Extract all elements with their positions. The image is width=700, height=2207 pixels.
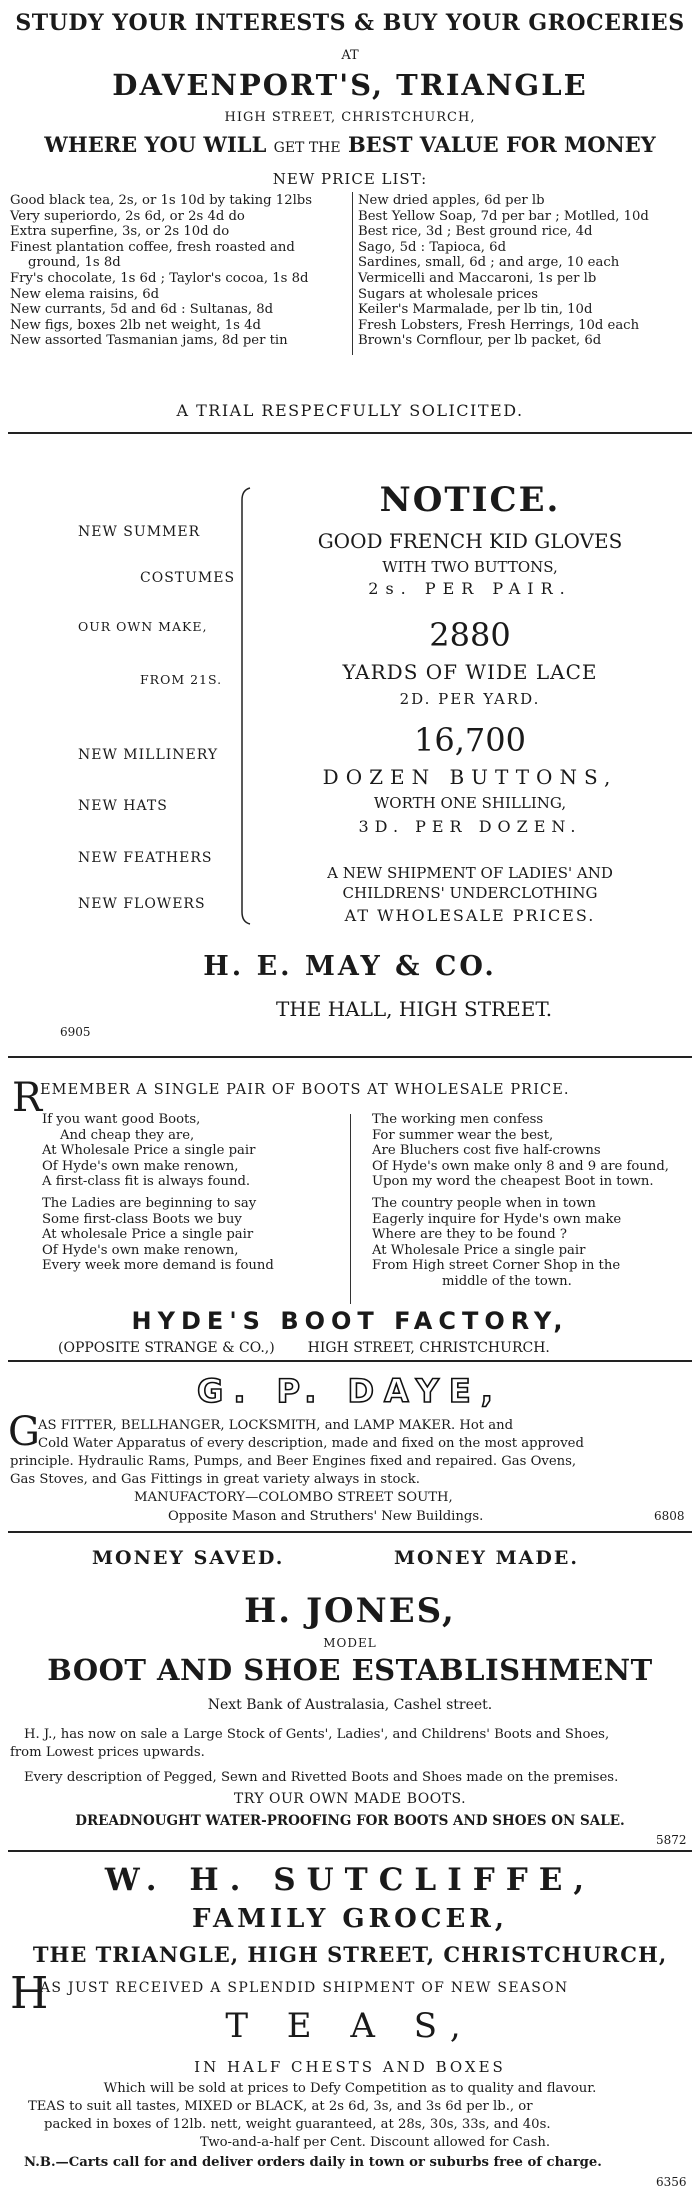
sutcliffe-p4: Two-and-a-half per Cent. Discount allowed for Cash.: [200, 2135, 551, 2150]
sutcliffe-p2: TEAS to suit all tastes, MIXED or BLACK, at 2s 6d, 3s, and 3s 6d per lb., or: [28, 2099, 533, 2114]
hyde-name: HYDE'S BOOT FACTORY,: [131, 1307, 569, 1335]
davenport-footer: A TRIAL RESPECFULLY SOLICITED.: [176, 401, 524, 420]
may-left-item: NEW MILLINERY: [78, 747, 219, 763]
sutcliffe-address: THE TRIANGLE, HIGH STREET, CHRISTCHURCH,: [32, 1942, 668, 1967]
verse-line: Every week more demand is found: [42, 1258, 274, 1274]
price-item: New figs, boxes 2lb net weight, 1s 4d: [10, 317, 261, 333]
price-item: Good black tea, 2s, or 1s 10d by taking 12lbs: [10, 193, 313, 208]
hyde-dropcap: R: [12, 1075, 43, 1121]
may-address: THE HALL, HIGH STREET.: [276, 997, 553, 1021]
price-item: Sardines, small, 6d ; and arge, 10 each: [358, 255, 620, 271]
jones-code: 5872: [656, 1833, 687, 1847]
divider: [8, 1531, 692, 1533]
verse-line: At Wholesale Price a single pair: [42, 1143, 256, 1159]
daye-line-3: principle. Hydraulic Rams, Pumps, and Beer Engines fixed and repaired. Gas Ovens,: [10, 1454, 577, 1469]
verse-line: At wholesale Price a single pair: [42, 1227, 254, 1243]
verse-line: middle of the town.: [442, 1273, 572, 1289]
lace-price: 2D. PER YARD.: [399, 690, 541, 708]
shipment-line-3: AT WHOLESALE PRICES.: [344, 906, 596, 925]
divider: [8, 1850, 692, 1852]
davenport-name: DAVENPORT'S, TRIANGLE: [112, 68, 588, 102]
may-left-item: COSTUMES: [140, 570, 236, 586]
sutcliffe-p1: Which will be sold at prices to Defy Competition as to quality and flavour.: [103, 2081, 597, 2096]
verse-line: If you want good Boots,: [42, 1112, 201, 1127]
sutcliffe-p3: packed in boxes of 12lb. nett, weight guaranteed, at 28s, 30s, 33s, and 40s.: [44, 2117, 551, 2132]
notice-title: NOTICE.: [379, 480, 561, 520]
price-item: Fry's chocolate, 1s 6d ; Taylor's cocoa, 1s 8d: [10, 270, 309, 286]
davenport-address: HIGH STREET, CHRISTCHURCH,: [224, 110, 476, 125]
price-item: Very superiordo, 2s 6d, or 2s 4d do: [10, 208, 245, 224]
gloves-line: GOOD FRENCH KID GLOVES: [317, 529, 623, 553]
hyde-verse-right: [372, 1112, 694, 1290]
jones-stock-2: from Lowest prices upwards.: [10, 1745, 205, 1760]
jones-establishment: BOOT AND SHOE ESTABLISHMENT: [47, 1653, 653, 1687]
may-ad: [0, 436, 700, 1056]
price-item: ground, 1s 8d: [28, 255, 121, 271]
verse-line: The working men confess: [372, 1112, 544, 1127]
davenport-headline: STUDY YOUR INTERESTS & BUY YOUR GROCERIES: [15, 10, 685, 36]
verse-line: A first-class fit is always found.: [42, 1174, 251, 1190]
hyde-address-a: (OPPOSITE STRANGE & CO.,): [58, 1340, 275, 1356]
daye-line-1: AS FITTER, BELLHANGER, LOCKSMITH, and LAMP MAKER. Hot and: [38, 1418, 514, 1433]
price-list-divider: [352, 192, 353, 355]
verse-line: Upon my word the cheapest Boot in town.: [372, 1174, 654, 1190]
gloves-price: 2s. PER PAIR.: [368, 579, 572, 598]
verse-line: Of Hyde's own make only 8 and 9 are found,: [372, 1158, 669, 1174]
may-left-item: FROM 21S.: [140, 672, 223, 687]
verse-line: Some first-class Boots we buy: [42, 1211, 242, 1227]
sutcliffe-nb: N.B.—Carts call for and deliver orders daily in town or suburbs free of charge.: [24, 2155, 602, 2170]
buttons-quantity: 16,700: [414, 721, 526, 759]
verse-line: The Ladies are beginning to say: [42, 1195, 257, 1211]
daye-code: 6808: [654, 1509, 685, 1523]
price-list-title: NEW PRICE LIST:: [272, 170, 428, 188]
price-list-left: [10, 193, 348, 349]
price-item: New dried apples, 6d per lb: [358, 193, 545, 208]
verse-line: Of Hyde's own make renown,: [42, 1158, 239, 1174]
may-left-item: NEW HATS: [78, 798, 168, 814]
jones-try: TRY OUR OWN MADE BOOTS.: [233, 1791, 467, 1807]
hyde-headline: EMEMBER A SINGLE PAIR OF BOOTS AT WHOLESALE PRICE.: [40, 1082, 570, 1098]
price-item: Sugars at wholesale prices: [358, 286, 538, 302]
price-item: Fresh Lobsters, Fresh Herrings, 10d each: [358, 317, 640, 333]
sutcliffe-received: AS JUST RECEIVED A SPLENDID SHIPMENT OF NEW SEASON: [40, 1980, 569, 1996]
verse-line: Where are they to be found ?: [372, 1227, 567, 1243]
sutcliffe-family: FAMILY GROCER,: [192, 1904, 508, 1934]
shipment-line-2: CHILDRENS' UNDERCLOTHING: [342, 884, 598, 902]
daye-line-5: MANUFACTORY—COLOMBO STREET SOUTH,: [134, 1490, 453, 1505]
sutcliffe-code: 6356: [656, 2175, 687, 2189]
davenport-value-line: [0, 132, 700, 157]
jones-model: MODEL: [323, 1636, 377, 1650]
price-item: Vermicelli and Maccaroni, 1s per lb: [358, 270, 597, 286]
jones-name: H. JONES,: [244, 1591, 456, 1631]
verse-line: For summer wear the best,: [372, 1127, 554, 1143]
may-code: 6905: [60, 1025, 91, 1039]
daye-ad: [0, 1364, 700, 1550]
money-saved: MONEY SAVED.: [92, 1547, 285, 1569]
price-item: Best rice, 3d ; Best ground rice, 4d: [358, 224, 593, 240]
jones-stock-1: H. J., has now on sale a Large Stock of Gents', Ladies', and Childrens' Boots and Shoes,: [24, 1727, 610, 1742]
verse-line: From High street Corner Shop in the: [372, 1258, 621, 1274]
may-left-item: NEW FEATHERS: [78, 850, 213, 866]
verse-line: Eagerly inquire for Hyde's own make: [372, 1211, 622, 1227]
hyde-address: [58, 1340, 550, 1356]
gloves-buttons: WITH TWO BUTTONS,: [382, 558, 558, 576]
verse-line: Are Bluchers cost five half-crowns: [372, 1143, 601, 1159]
value-part-b: GET THE: [273, 140, 341, 156]
value-part-a: WHERE YOU WILL: [44, 132, 267, 157]
price-item: Best Yellow Soap, 7d per bar ; Motlled, 10d: [358, 208, 649, 224]
hyde-address-b: HIGH STREET, CHRISTCHURCH.: [307, 1340, 550, 1356]
shipment-line-1: A NEW SHIPMENT OF LADIES' AND: [327, 864, 613, 882]
hyde-verse-left: [42, 1112, 342, 1274]
daye-name: G. P. DAYE,: [197, 1372, 503, 1410]
sutcliffe-name: W. H. SUTCLIFFE,: [104, 1862, 596, 1898]
buttons-line: DOZEN BUTTONS,: [322, 765, 618, 789]
verse-line: Of Hyde's own make renown,: [42, 1242, 239, 1258]
sutcliffe-dropcap: H: [10, 1968, 49, 2019]
jones-dreadnought: DREADNOUGHT WATER-PROOFING FOR BOOTS AND SHOES ON SALE.: [75, 1813, 625, 1829]
price-item: Extra superfine, 3s, or 2s 10d do: [10, 224, 230, 240]
price-item: Finest plantation coffee, fresh roasted and: [10, 239, 295, 255]
davenport-ad: [0, 0, 700, 425]
verse-line: The country people when in town: [372, 1195, 596, 1211]
sutcliffe-chests: IN HALF CHESTS AND BOXES: [194, 2058, 506, 2076]
sutcliffe-teas: T E A S,: [225, 2006, 475, 2046]
price-item: Keiler's Marmalade, per lb tin, 10d: [358, 302, 593, 318]
hyde-divider: [350, 1114, 351, 1304]
divider: [8, 432, 692, 434]
buttons-worth: WORTH ONE SHILLING,: [373, 794, 567, 812]
may-left-item: OUR OWN MAKE,: [78, 619, 208, 634]
jones-ad: [0, 1535, 700, 1847]
may-left-item: NEW SUMMER: [78, 524, 201, 540]
daye-line-2: Cold Water Apparatus of every description, made and fixed on the most approved: [38, 1436, 584, 1451]
daye-line-4: Gas Stoves, and Gas Fittings in great variety always in stock.: [10, 1472, 420, 1487]
price-list-right: [358, 193, 693, 349]
sutcliffe-ad: [0, 1854, 700, 2207]
hyde-ad: [0, 1060, 700, 1360]
davenport-at: AT: [341, 48, 359, 63]
divider: [8, 1056, 692, 1058]
daye-line-6: Opposite Mason and Struthers' New Buildings.: [168, 1509, 484, 1524]
lace-line: YARDS OF WIDE LACE: [342, 660, 598, 684]
may-name: H. E. MAY & CO.: [203, 951, 497, 982]
price-item: Brown's Cornflour, per lb packet, 6d: [358, 333, 602, 349]
may-left-item: NEW FLOWERS: [78, 896, 206, 912]
jones-address: Next Bank of Australasia, Cashel street.: [207, 1697, 493, 1713]
lace-quantity: 2880: [429, 616, 511, 654]
price-item: New currants, 5d and 6d : Sultanas, 8d: [10, 302, 274, 318]
price-item: New assorted Tasmanian jams, 8d per tin: [10, 333, 288, 349]
verse-line: And cheap they are,: [60, 1127, 195, 1143]
value-part-c: BEST VALUE FOR MONEY: [347, 132, 656, 157]
daye-dropcap: G: [8, 1409, 40, 1455]
price-item: New elema raisins, 6d: [10, 286, 160, 302]
price-item: Sago, 5d : Tapioca, 6d: [358, 239, 507, 255]
money-made: MONEY MADE.: [394, 1547, 579, 1569]
jones-premises: Every description of Pegged, Sewn and Rivetted Boots and Shoes made on the premises.: [24, 1770, 619, 1785]
buttons-price: 3D. PER DOZEN.: [358, 817, 582, 836]
verse-line: At Wholesale Price a single pair: [372, 1242, 586, 1258]
divider: [8, 1360, 692, 1362]
